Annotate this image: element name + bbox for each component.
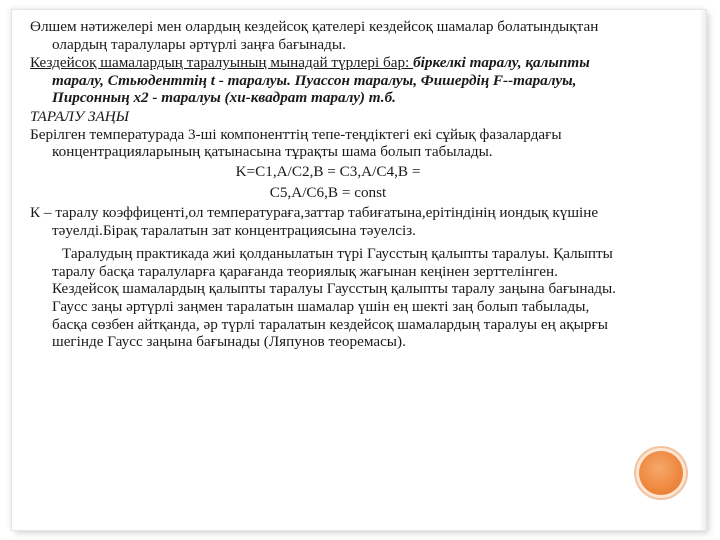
paragraph-measurement-errors: Өлшем нәтижелері мен олардың кездейсоқ қателері кездейсоқ шамалар болатындықтан олардың таралулары әртүрлі заңға бағынады. (30, 18, 599, 53)
gauss-text: Таралудың практикада жиі қолданылатын түрі Гаусстың қалыпты таралуы. Қалыпты таралу басқа таралуларға қарағанда теориялық жағынан кеңінен зерттелінген. Кездейсоқ шамалардың қалыпты таралуы Гаусстың қалыпты таралу заңына бағынады. Гаусс заңы әртүрлі заңмен таралатын шамалар үшін ең шекті заң болып табылады, басқа сөзбен айтқанда, әр түрлі таралатын кездейсоқ шамалардың таралуы ең ақырғы шегінде Гаусс заңына бағынады (Ляпунов теоремасы). (52, 245, 616, 351)
distribution-types-intro: Кездейсоқ шамалардың таралуының мынадай түрлері бар: (30, 54, 414, 72)
paragraph-distribution-law: Берілген температурада 3-ші компоненттің тепе-теңдіктегі екі сұйық фазалардағы концентрацияларының қатынасына тұрақты шама болып табылады. (30, 125, 562, 161)
paragraph-coefficient: К – таралу коэффиценті,ол температураға,заттар табиғатына,ерітіндінің иондық күшіне тәуелді.Бірақ таралатын зат концентрациясына тәуелсіз. (30, 203, 599, 239)
section-heading: ТАРАЛУ ЗАҢЫ (30, 107, 129, 125)
formula-line-1: K=C1,A/C2,B = C3,A/C4,B = (235, 162, 421, 180)
orange-circle-icon (639, 451, 683, 495)
slide-edge-decoration (700, 10, 706, 530)
slide-body (30, 18, 626, 351)
distribution-types-list: біркелкі таралу, қалыпты таралу, Стьюденттің t - таралуы. Пуассон таралуы, Фишердің F--таралуы, Пирсонның х2 - таралуы (хи-квадрат таралу) т.б. (52, 54, 590, 107)
formula-line-2: C5,A/C6,B = const (269, 184, 387, 202)
paragraph-distribution-types (30, 54, 626, 107)
paragraph-gauss (30, 245, 626, 351)
